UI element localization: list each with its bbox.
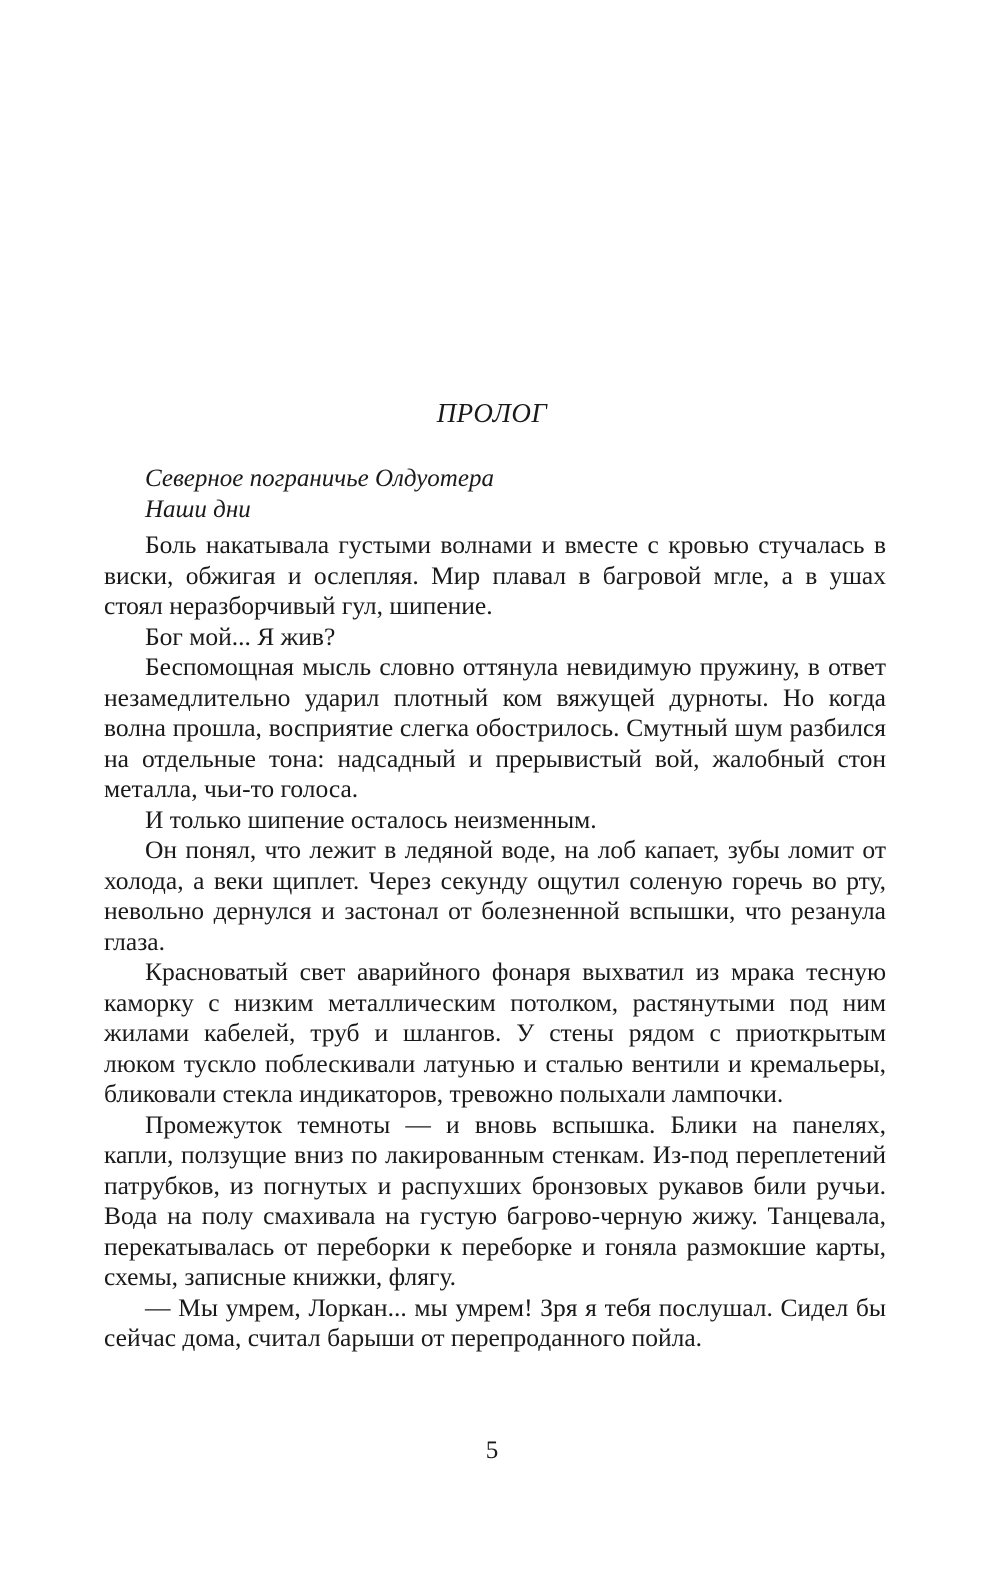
paragraph: Бог мой... Я жив? (145, 621, 336, 651)
page-number: 5 (485, 1437, 499, 1464)
paragraph: Красноватый свет аварийного фонаря выхватил из мрака тесную каморку с низким металлическим потолком, растянутыми под ним жилами кабелей, труб и шлангов. У стены рядом с приоткрытым люком тускло поблескивали латунью и сталью вентили и кремальеры, бликовали стекла индикаторов, тревожно полыхали лампочки. (104, 957, 886, 1108)
body-text (104, 530, 886, 1354)
paragraph: Боль накатывала густыми волнами и вместе с кровью стучалась в виски, обжигая и ослепляя. Мир плавал в багровой мгле, а в ушах стоял неразборчивый гул, шипение. (104, 530, 886, 620)
chapter-title: ПРОЛОГ (436, 398, 548, 428)
paragraph: — Мы умрем, Лоркан... мы умрем! Зря я тебя послушал. Сидел бы сейчас дома, считал барыши от перепроданного пойла. (104, 1292, 886, 1352)
epigraph (145, 463, 494, 525)
paragraph: Беспомощная мысль словно оттянула невидимую пружину, в ответ незамедлительно ударил плотный ком вяжущей дурноты. Но когда волна прошла, восприятие слегка обострилось. Смутный шум разбился на отдельные тона: надсадный и прерывистый вой, жалобный стон металла, чьи-то голоса. (104, 652, 886, 803)
paragraph: Он понял, что лежит в ледяной воде, на лоб капает, зубы ломит от холода, а веки щиплет. Через секунду ощутил соленую горечь во рту, невольно дернулся и застонал от болезненной вспышки, что резанула глаза. (104, 835, 886, 956)
paragraph: Промежуток темноты — и вновь вспышка. Блики на панелях, капли, ползущие вниз по лакированным стенкам. Из-под переплетений патрубков, из погнутых и распухших бронзовых рукавов били ручьи. Вода на полу смахивала на густую багрово-черную жижу. Танцевала, перекатывалась от переборки к переборке и гоняла размокшие карты, схемы, записные книжки, флягу. (104, 1109, 886, 1291)
epigraph-time: Наши дни (145, 496, 251, 523)
paragraph: И только шипение осталось неизменным. (145, 804, 597, 834)
epigraph-location: Северное пограничье Олдуотера (145, 465, 494, 492)
